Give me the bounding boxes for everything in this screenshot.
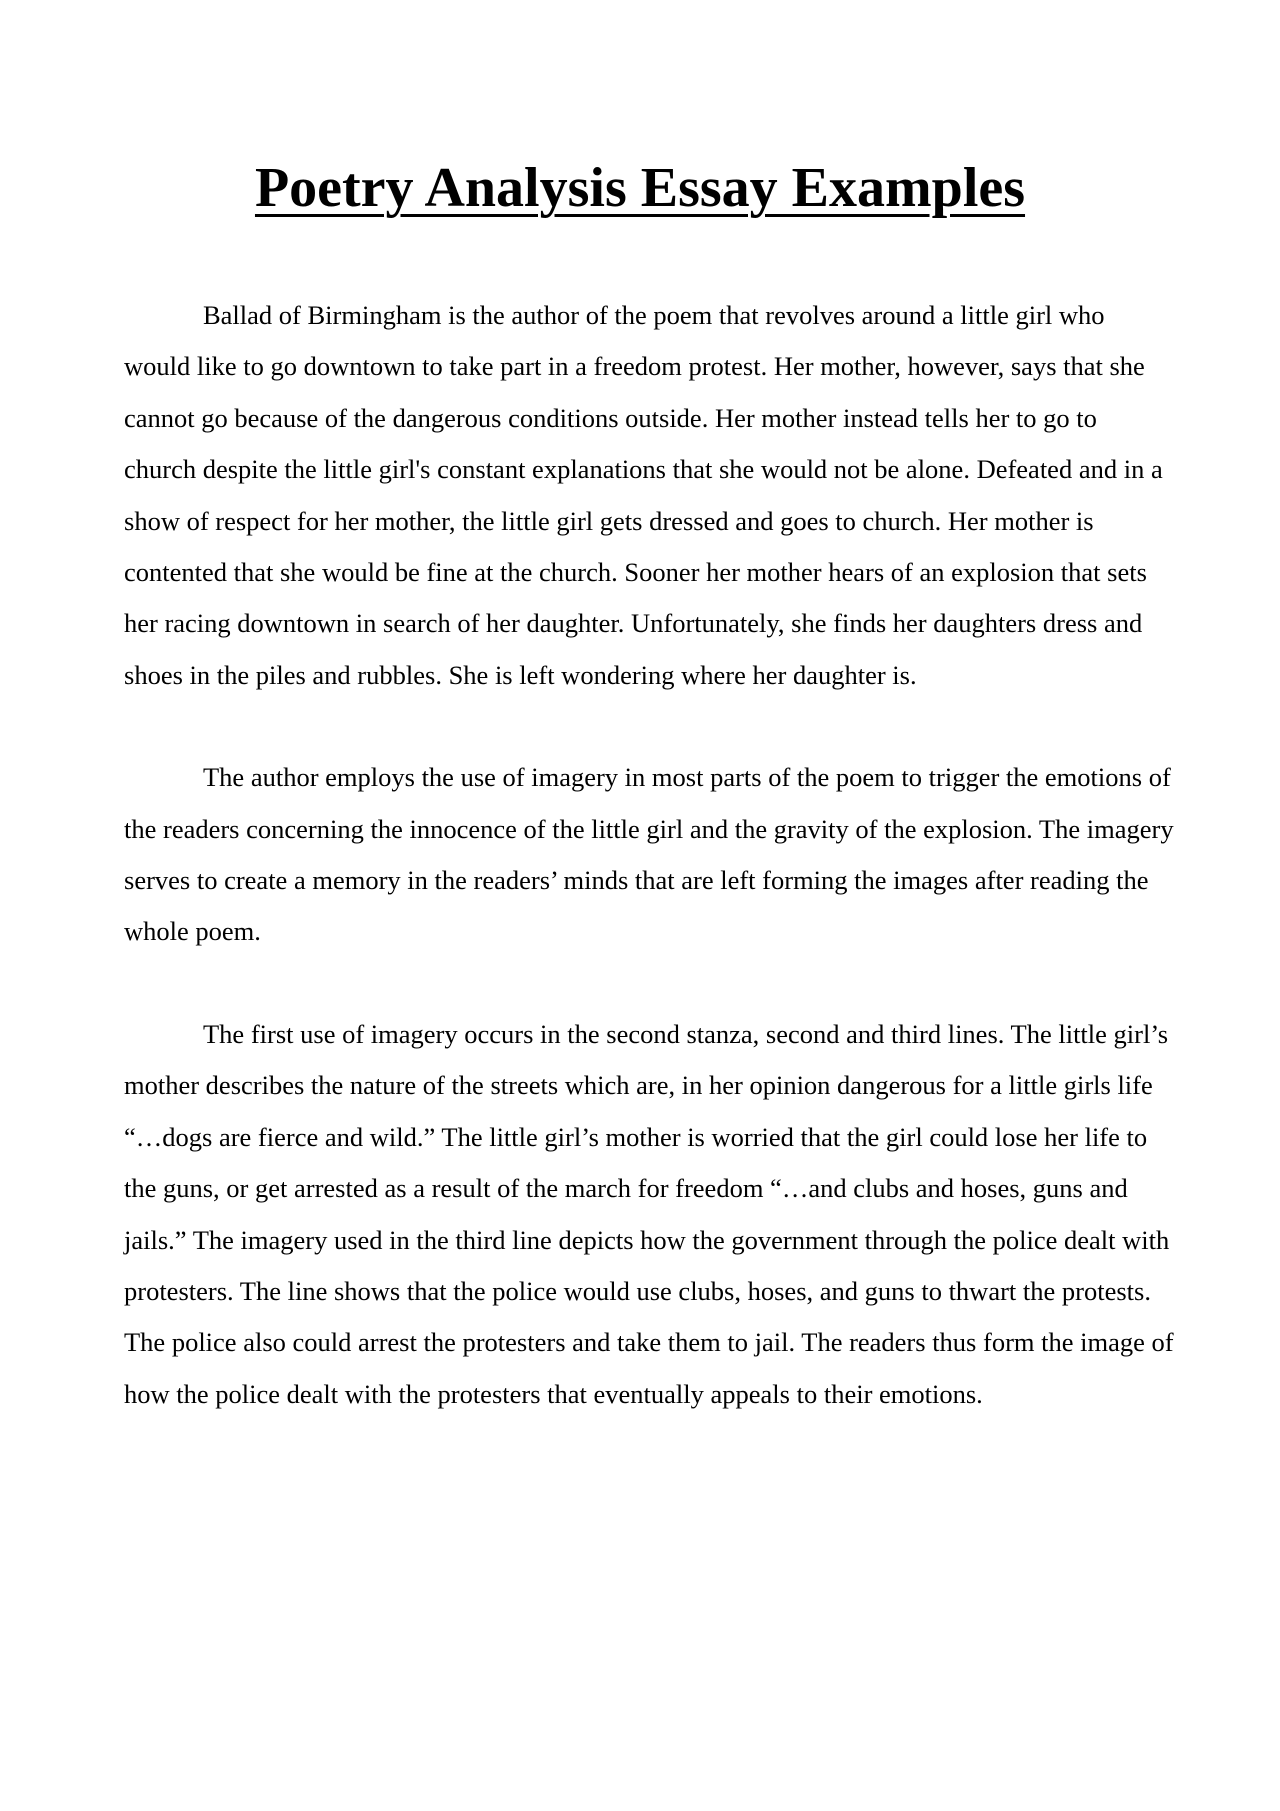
- essay-body: [124, 290, 1174, 1471]
- paragraph-1: Ballad of Birmingham is the author of the poem that revolves around a little girl who would like to go downtown to take part in a freedom protest. Her mother, however, says that she cannot go because of the dangerous conditions outside. Her mother instead tells her to go to church despite the little girl's constant explanations that she would not be alone. Defeated and in a show of respect for her mother, the little girl gets dressed and goes to church. Her mother is contented that she would be fine at the church. Sooner her mother hears of an explosion that sets her racing downtown in search of her daughter. Unfortunately, she finds her daughters dress and shoes in the piles and rubbles. She is left wondering where her daughter is.: [124, 300, 1163, 690]
- paragraph-2: The author employs the use of imagery in most parts of the poem to trigger the emotions of the readers concerning the innocence of the little girl and the gravity of the explosion. The imagery serves to create a memory in the readers’ minds that are left forming the images after reading the whole poem.: [124, 762, 1174, 947]
- page-title: Poetry Analysis Essay Examples: [254, 157, 1026, 219]
- paragraph-3: The first use of imagery occurs in the second stanza, second and third lines. The little girl’s mother describes the nature of the streets which are, in her opinion dangerous for a little girls life “…dogs are fierce and wild.” The little girl’s mother is worried that the girl could lose her life to the guns, or get arrested as a result of the march for freedom “…and clubs and hoses, guns and jails.” The imagery used in the third line depicts how the government through the police dealt with protesters. The line shows that the police would use clubs, hoses, and guns to thwart the protests. The police also could arrest the protesters and take them to jail. The readers thus form the image of how the police dealt with the protesters that eventually appeals to their emotions.: [124, 1018, 1174, 1409]
